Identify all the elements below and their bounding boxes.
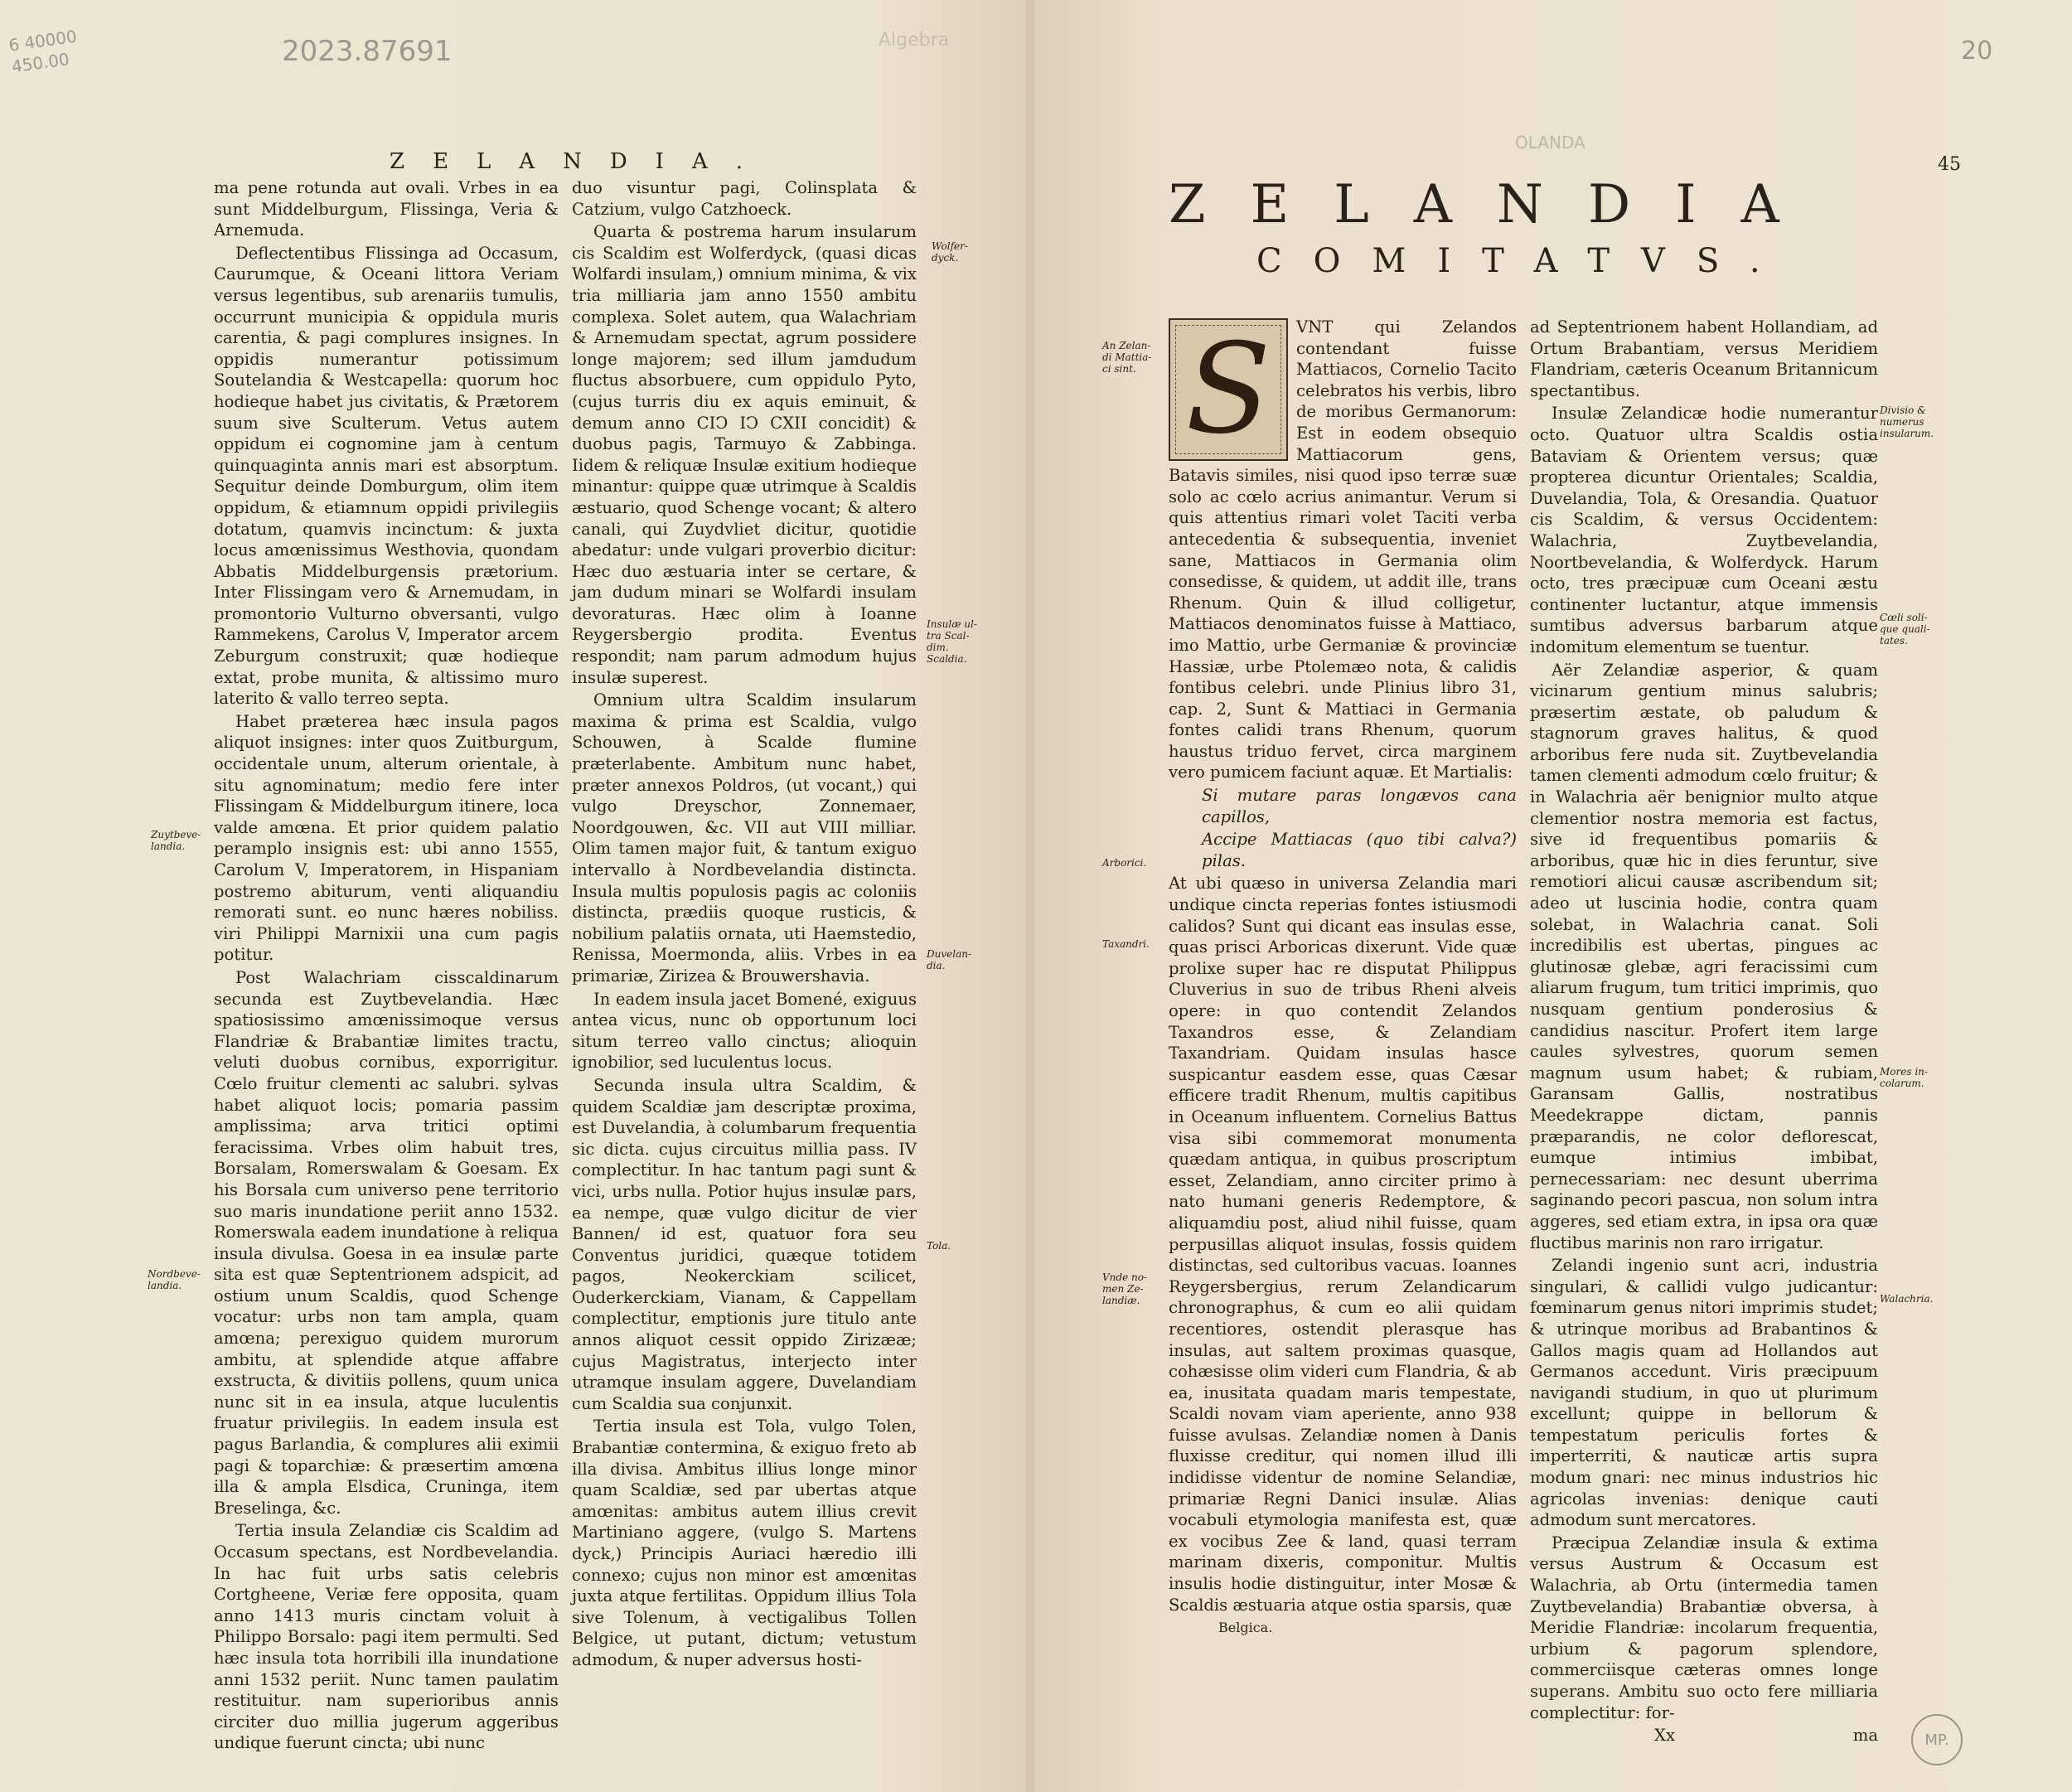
initial-letter: S	[1185, 317, 1271, 462]
collection-stamp: MP.	[1911, 1714, 1963, 1765]
margin-note: An Zelan- di Mattia- ci sint.	[1102, 340, 1152, 375]
paragraph: Zelandi ingenio sunt acri, industria singulari, & callidi vulgo judicantur: fœminarum genus nitori imprimis studet; & utrinque moribus ad Brabantinos & Gallos magis quam ad Hollandos aut Germanos accedunt. Viris præcipuum navigandi studium, in quo ut plurimum excellunt; quippe in bellorum & tempestatum periculis fortes & imperterriti, & nauticæ artis supra modum gnari: nec minus industrios hic agricolas invenias: denique cauti admodum sunt mercatores.	[1530, 1256, 1878, 1530]
margin-note: Nordbeve- landia.	[148, 1268, 201, 1291]
margin-note: Insulæ ul- tra Scal- dim. Scaldia.	[927, 618, 977, 665]
verse-line: Si mutare paras longævos cana capillos,	[1202, 786, 1517, 826]
left-column-1	[214, 177, 559, 1756]
paragraph: In eadem insula jacet Bomené, exiguus antea vicus, nunc ob opportunum loci situm terreo vallo cinctus; alioquin ignobilior, sed luculentus locus.	[572, 989, 917, 1073]
margin-note: Divisio & numerus insularum.	[1880, 404, 1934, 439]
page-subtitle: COMITATVS.	[1256, 242, 1792, 280]
paragraph: Quarta & postrema harum insularum cis Scaldim est Wolferdyck, (quasi dicas Wolfardi insulam,) omnium minima, & vix tria milliaria jam anno 1550 ambitu complexa. Solet autem, qua Walachriam & Arnemudam spectat, agrum possidere longe majorem; sed illum jamdudum fluctus absorbuere, cum oppidulo Pyto, (cujus turris diu ex aquis eminuit, & demum anno CIↃ IↃ CXII concidit) & duobus pagis, Tarmuyo & Zabbinga. Iidem & reliquæ Insulæ exitium hodieque minantur: quippe quæ utrimque à Scaldis æstuario, quod Schenge vocant; & altero canali, qui Zuydvliet dicitur, quotidie abedatur: unde vulgari proverbio dicitur: Hæc duo æstuaria inter se certare, & jam dudum minari se Wolfardi insulam devoraturas. Hæc olim à Ioanne Reygersbergio prodita. Eventus respondit; nam parum admodum hujus insulæ superest.	[572, 222, 917, 687]
page-number: 45	[1938, 154, 1961, 175]
margin-note: Arborici.	[1102, 857, 1147, 869]
paragraph: Tertia insula est Tola, vulgo Tolen, Brabantiæ contermina, & exiguo freto ab illa divisa. Ambitus illius longe minor quam Scaldiæ, sed par ubertas atque amœnitas: ambitus autem illius crevit Martiniano aggere, (vulgo S. Martens dyck,) Principis Auriaci hæredio illi connexo; cujus non minor est amœnitas juxta atque fertilitas. Oppidum illius Tola sive Tolenum, à vectigalibus Tollen Belgice, ut putant, dictum; vetustum admodum, & nuper adversus hosti-	[572, 1417, 917, 1669]
paragraph: Insulæ Zelandicæ hodie numerantur octo. Quatuor ultra Scaldis ostia Bataviam & Orientem versus; quæ propterea dicuntur Orientales; Scaldia, Duvelandia, Tola, & Oresandia. Quatuor cis Scaldim, & versus Occidentem: Walachria, Zuytbevelandia, Noortbevelandia, & Wolferdyck. Harum octo, tres præcipuæ cum Oceani æstu continenter luctantur, atque immensis sumtibus adversus barbarum atque indomitum elementum se tuentur.	[1530, 404, 1878, 656]
margin-note: Walachria.	[1880, 1293, 1934, 1305]
margin-note: Tola.	[927, 1240, 951, 1252]
pencil-note-top: OLANDA	[1515, 133, 1585, 153]
paragraph: Post Walachriam cisscaldinarum secunda est Zuytbevelandia. Hæc spatiosissimo amœnissimoque versus Flandriæ & Brabantiæ limites tractu, veluti duobus cornibus, exporrigitur. Cœlo fruitur clementi ac salubri. sylvas habet aliquot locis; pomaria passim amplissima; arva tritici optimi feracissima. Vrbes olim habuit tres, Borsalam, Romerswalam & Goesam. Ex his Borsala cum universo pene territorio suo maris inundatione periit anno 1532. Romerswala eadem inundatione à reliqua insula divulsa. Goesa in ea insulæ parte sita est quæ Septentrionem adspicit, ad ostium unum Scaldis, quod Schenge vocatur: urbs non tam ampla, quam amœna; perexiguo quidem murorum ambitu, at splendide atque affabre exstructa, & divitiis pollens, quum unica nunc sit in ea insula, atque luculentis fruatur privilegiis. In eadem insula est pagus Barlandia, & complures alii eximii pagi & toparchiæ: & præsertim amœna illa & ampla Elsdica, Cruninga, item Breselinga, &c.	[214, 967, 559, 1518]
margin-note: Cœli soli- que quali- tates.	[1880, 612, 1930, 647]
pencil-folio-number: 20	[1961, 36, 1993, 65]
paragraph: Habet præterea hæc insula pagos aliquot insignes: inter quos Zuitburgum, occidentale unum, alterum orientale, à situ agnominatum; medio fere inter Flissingam & Middelburgum itinere, loca valde amœna. Et prior quidem palatio peramplo insignis est: ubi anno 1555, Carolum V, Imperatorem, in Hispaniam postremo abiturum, venti aliquandiu remorati sunt. eo nunc hæres nobiliss. viri Philippi Marnixii una cum pagis potitur.	[214, 711, 559, 965]
paragraph: VNT qui Zelandos contendant fuisse Mattiacos, Cornelio Tacito celebratos his verbis, libro de moribus Germanorum: Est in eodem obsequio Mattiacorum gens, Batavis similes, nisi quod ipso terræ suæ solo ac cœlo acrius animantur. Verum si quis attentius rimari volet Taciti verba antecedentia & subsequentia, inveniet sane, Mattiacos in Germania olim consedisse, & quidem, ut addit ille, trans Rhenum. Quin & illud colligetur, Mattiacos denominatos fuisse à Mattiaco, imo Mattio, urbe Germaniæ & provinciæ Hassiæ, urbe Ptolemæo nota, & calidis fontibus celebri. unde Plinius libro 31, cap. 2, Sunt & Mattiaci in Germania fontes calidi trans Rhenum, quorum haustus triduo fervet, circa marginem vero pumicem faciunt aquæ. Et Martialis:	[1169, 317, 1517, 782]
left-page	[0, 0, 1028, 1792]
decorated-initial	[1169, 318, 1288, 461]
paragraph: Aër Zelandiæ asperior, & quam vicinarum gentium minus salubris; præsertim æstate, ob paludum & stagnorum graves halitus, & quod arboribus fere nuda sit. Zuytbevelandia tamen clementi admodum cœlo fruitur; & in Walachria aër benignior multo atque clementior nostra memoria est factus, sive id frequentibus pomariis & arboribus, quæ hic in dies feruntur, sive remotiori alicui causæ ascribendum sit; adeo ut luscinia hodie, contra quam solebat, in Walachria canat. Soli incredibilis est ubertas, pingues ac glutinosæ glebæ, agri feracissimi cum aliarum frugum, tum tritici imprimis, quo nusquam gentium ponderosius & candidius nascitur. Profert item large caules sylvestres, quorum semen magnum usum habet; & rubiam, Garansam Gallis, nostratibus Meedekrappe dictam, pannis præparandis, ne color deflorescat, eumque intimius imbibat, pernecessariam: nec desunt uberrima saginando pecori pascua, non solum intra aggeres, sed etiam extra, in ipsa ora quæ fluctibus marinis non raro irrigatur.	[1530, 660, 1878, 1252]
verse-line: Accipe Mattiacas (quo tibi calva?) pilas.	[1202, 830, 1517, 870]
margin-note: Wolfer- dyck.	[932, 240, 968, 264]
right-column-1	[1169, 317, 1517, 1640]
pencil-note-corner: 6 40000 450.00	[7, 26, 79, 77]
margin-note: Taxandri.	[1102, 938, 1150, 950]
margin-note: Mores in- colarum.	[1880, 1066, 1928, 1089]
margin-note: Zuytbeve- landia.	[151, 829, 201, 852]
paragraph: Tertia insula Zelandiæ cis Scaldim ad Occasum spectans, est Nordbevelandia. In hac fuit urbs satis celebris Cortgheene, Veriæ fere opposita, quam anno 1413 muris cinctam voluit à Philippo Borsalo: pagi item permulti. Sed hæc insula tota horribili illa inundatione anni 1532 periit. Nunc tamen paulatim restituitur. nam superioribus annis circiter duo millia jugerum aggeribus undique fuerunt cincta; ubi nunc	[214, 1521, 559, 1753]
catchword-left: Belgica.	[1218, 1620, 1273, 1636]
right-page	[1034, 0, 2072, 1792]
margin-note: Duvelan- dia.	[927, 948, 972, 971]
paragraph: Secunda insula ultra Scaldim, & quidem Scaldiæ jam descriptæ proxima, est Duvelandia, à columbarum frequentia sic dicta. cujus circuitus millia pass. IV complectitur. In hac tantum pagi sunt & vici, urbs nulla. Potior hujus insulæ pars, ea nempe, quæ vulgo dicitur de vier Bannen/ id est, quatuor fora seu Conventus juridici, quæque totidem pagos, Neokerckiam scilicet, Ouderkerckiam, Vianam, & Cappellam complectitur, emptionis jure titulo ante annos aliquot cessit oppido Zirizææ; cujus Magistratus, interjecto inter utramque insulam aggere, Duvelandiam cum Scaldia sua conjunxit.	[572, 1075, 917, 1413]
right-column-2	[1530, 317, 1878, 1746]
paragraph: ma pene rotunda aut ovali. Vrbes in ea sunt Middelburgum, Flissinga, Veria & Arnemuda.	[214, 178, 559, 240]
margin-note: Vnde no- men Ze- landiæ.	[1102, 1271, 1147, 1306]
pencil-inventory-number: 2023.87691	[282, 35, 453, 68]
paragraph: duo visuntur pagi, Colinsplata & Catzium, vulgo Catzhoeck.	[572, 178, 917, 219]
signature-mark: Xx	[1654, 1726, 1675, 1746]
paragraph: Præcipua Zelandiæ insula & extima versus Austrum & Occasum est Walachria, ab Ortu (intermedia tamen Zuytbevelandia) Brabantiæ obversa, à Meridie Flandriæ: incolarum frequentia, urbium & pagorum splendore, commerciisque cæteras omnes longe superans. Ambitu suo octo fere milliaria complectitur: for-	[1530, 1533, 1878, 1722]
paragraph: Omnium ultra Scaldim insularum maxima & prima est Scaldia, vulgo Schouwen, à Scalde flumine præterlabente. Ambitum nunc habet, præter annexos Poldros, (ut vocant,) qui vulgo Dreyschor, Zonnemaer, Noordgouwen, &c. VII aut VIII milliar. Olim tamen major fuit, & tantum exiguo intervallo à Nordbevelandia distincta. Insula multis populosis pagis ac coloniis distincta, prædiis quoque rusticis, & nobilium palatiis ornata, uti Haemstedio, Renissa, Moermonda, aliis. Vrbes in ea primariæ, Zirizea & Brouwershavia.	[572, 690, 917, 986]
paragraph: ad Septentrionem habent Hollandiam, ad Ortum Brabantiam, versus Meridiem Flandriam, cæteris Oceanum Britannicum spectantibus.	[1530, 317, 1878, 400]
pencil-note-faint: Algebra	[879, 30, 950, 51]
catchword: ma	[1852, 1726, 1878, 1746]
page-title: ZELANDIA	[1169, 174, 1824, 235]
paragraph: At ubi quæso in universa Zelandia mari undique cincta reperias fontes istiusmodi calidos? Sunt qui dicant eas insulas esse, quas prisci Arboricas dixerunt. Vide quæ prolixe super hac re disputat Philippus Cluverius in suo de tribus Rheni alveis opere: in quo contendit Zelandos Taxandros esse, & Zelandiam Taxandriam. Quidam insulas hasce suspicantur easdem esse, quas Cæsar efficere tradit Rhenum, multis capitibus in Oceanum influentem. Cornelius Battus visa sibi commemorat monumenta quædam antiqua, in quibus proscriptum esset, Zelandiam, anno circiter primo à nato humani generis Redemptore, & aliquamdiu post, aliud nihil fuisse, quam perpusillas aliquot insulas, fossis quidem distinctas, sed cultoribus vacuas. Ioannes Reygersbergius, rerum Zelandicarum chronographus, & cum eo alii quidam recentiores, ostendit plerasque has insulas, aut saltem proximas quasque, cohæsisse olim videri cum Flandria, & ab ea, inusitata quadam maris tempestate, Scaldi novam viam aperiente, anno 938 fuisse avulsas. Zelandiæ nomen à Danis fluxisse creditur, qui nomen illud illi indidisse videntur de nomine Selandiæ, primariæ Regni Danici insulæ. Alias vocabuli etymologia manifesta est, quæ ex vocibus Zee & land, quasi terram marinam dixeris, componitur. Multis insulis hodie distinguitur, inter Mosæ & Scaldis æstuaria atque ostia sparsis, quæ	[1169, 874, 1517, 1615]
running-head: ZELANDIA.	[390, 149, 771, 174]
left-column-2	[572, 177, 917, 1673]
paragraph: Deflectentibus Flissinga ad Occasum, Caurumque, & Oceani littora Veriam versus legentibus, sub arenariis tumulis, occurrunt municipia & oppidula muris carentia, & pagi complures insignes. In oppidis numerantur potissimum Soutelandia & Westcapella: quorum hoc hodieque habet jus civitatis, & Prætorem suum sive Sculterum. Vetus autem oppidum ei cognomine jam à centum quinquaginta annis mari est absorptum. Sequitur deinde Domburgum, olim item oppidum, & etiamnum oppidi privilegiis dotatum, quamvis incinctum: & juxta locus amœnissimus Westhovia, quondam Abbatis Middelburgensis prætorium. Inter Flissingam vero & Arnemudam, in promontorio Vulturno obversanti, vulgo Rammekens, Carolus V, Imperator arcem Zeburgum construxit; quæ hodieque extat, probe munita, & altissimo muro laterito & vallo terreo septa.	[214, 243, 559, 709]
